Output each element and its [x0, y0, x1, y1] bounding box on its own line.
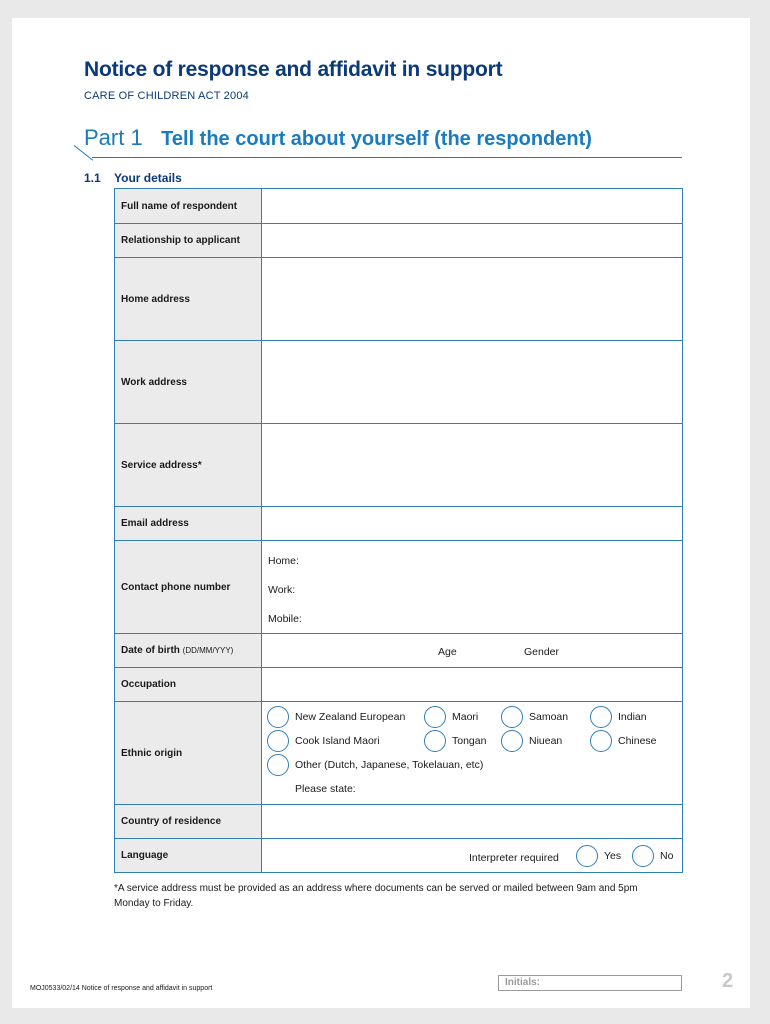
full-name-label: Full name of respondent	[115, 189, 262, 224]
tongan-label: Tongan	[452, 735, 487, 747]
indian-label: Indian	[618, 711, 647, 723]
cook-island-maori-label: Cook Island Maori	[295, 735, 380, 747]
section-title: Your details	[114, 171, 182, 185]
relationship-field[interactable]	[262, 224, 683, 258]
form-page	[12, 18, 750, 1008]
initials-field[interactable]: Initials:	[498, 975, 682, 991]
part-divider	[92, 157, 682, 158]
interpreter-yes-label: Yes	[604, 850, 622, 862]
other-radio[interactable]	[267, 754, 289, 776]
interpreter-no-radio[interactable]	[632, 845, 654, 867]
row-service-address	[115, 424, 683, 507]
niuean-radio[interactable]	[501, 730, 523, 752]
dob-format-hint: (DD/MM/YYY)	[182, 646, 234, 655]
form-title: Notice of response and affidavit in support	[84, 58, 503, 81]
row-home-address	[115, 258, 683, 341]
maori-radio[interactable]	[424, 706, 446, 728]
part-title: Tell the court about yourself (the respondent)	[161, 128, 592, 150]
row-work-address	[115, 341, 683, 424]
home-address-field[interactable]	[262, 258, 683, 341]
maori-label: Maori	[452, 711, 479, 723]
age-label: Age	[438, 646, 457, 658]
please-state-label: Please state:	[295, 783, 356, 795]
chinese-label: Chinese	[618, 735, 657, 747]
phone-label: Contact phone number	[115, 541, 262, 634]
service-address-label: Service address*	[115, 424, 262, 507]
relationship-label: Relationship to applicant	[115, 224, 262, 258]
ethnic-origin-field	[262, 702, 683, 805]
row-country	[115, 805, 683, 839]
part-heading	[84, 125, 592, 153]
phone-mobile-label: Mobile:	[268, 613, 302, 625]
phone-work-label: Work:	[268, 584, 296, 596]
interpreter-yes-radio[interactable]	[576, 845, 598, 867]
cook-island-maori-radio[interactable]	[267, 730, 289, 752]
page-number: 2	[722, 970, 734, 992]
option-interpreter-yes[interactable]	[576, 845, 621, 867]
option-nz-european[interactable]	[267, 706, 405, 728]
row-ethnic-origin	[115, 702, 683, 805]
other-label: Other (Dutch, Japanese, Tokelauan, etc)	[295, 759, 484, 771]
service-address-field[interactable]	[262, 424, 683, 507]
phone-home-label: Home:	[268, 555, 299, 567]
dob-label	[115, 634, 262, 668]
ethnic-origin-label: Ethnic origin	[115, 702, 262, 805]
language-label: Language	[115, 839, 262, 873]
row-phone	[115, 541, 683, 634]
option-indian[interactable]	[590, 706, 647, 728]
row-language	[115, 839, 683, 873]
email-field[interactable]	[262, 507, 683, 541]
option-maori[interactable]	[424, 706, 478, 728]
option-cook-island-maori[interactable]	[267, 730, 380, 752]
row-occupation	[115, 668, 683, 702]
footer-form-code: MOJ0533/02/14 Notice of response and affidavit in support	[30, 985, 213, 992]
option-chinese[interactable]	[590, 730, 657, 752]
service-address-note: *A service address must be provided as an address where documents can be served or mailed between 9am and 5pm Monday to Friday.	[114, 883, 638, 909]
gender-label: Gender	[524, 646, 560, 658]
form-subtitle: CARE OF CHILDREN ACT 2004	[84, 90, 249, 102]
phone-field[interactable]	[262, 541, 683, 634]
samoan-radio[interactable]	[501, 706, 523, 728]
occupation-field[interactable]	[262, 668, 683, 702]
full-name-field[interactable]	[262, 189, 683, 224]
work-address-label: Work address	[115, 341, 262, 424]
option-interpreter-no[interactable]	[632, 845, 673, 867]
chinese-radio[interactable]	[590, 730, 612, 752]
nz-european-label: New Zealand European	[295, 711, 406, 723]
option-niuean[interactable]	[501, 730, 562, 752]
home-address-label: Home address	[115, 258, 262, 341]
tongan-radio[interactable]	[424, 730, 446, 752]
dob-label-text: Date of birth	[121, 645, 180, 656]
country-label: Country of residence	[115, 805, 262, 839]
part-number: Part 1	[84, 125, 143, 150]
work-address-field[interactable]	[262, 341, 683, 424]
row-dob	[115, 634, 683, 668]
option-other[interactable]	[267, 754, 483, 776]
option-tongan[interactable]	[424, 730, 486, 752]
interpreter-required-label: Interpreter required	[469, 852, 559, 864]
email-label: Email address	[115, 507, 262, 541]
row-email	[115, 507, 683, 541]
indian-radio[interactable]	[590, 706, 612, 728]
interpreter-no-label: No	[660, 850, 674, 862]
samoan-label: Samoan	[529, 711, 569, 723]
row-relationship	[115, 224, 683, 258]
country-field[interactable]	[262, 805, 683, 839]
dob-field[interactable]	[262, 634, 683, 668]
language-field[interactable]	[262, 839, 683, 873]
option-samoan[interactable]	[501, 706, 568, 728]
details-table	[114, 188, 683, 873]
row-full-name	[115, 189, 683, 224]
nz-european-radio[interactable]	[267, 706, 289, 728]
section-number: 1.1	[84, 171, 101, 185]
occupation-label: Occupation	[115, 668, 262, 702]
niuean-label: Niuean	[529, 735, 563, 747]
